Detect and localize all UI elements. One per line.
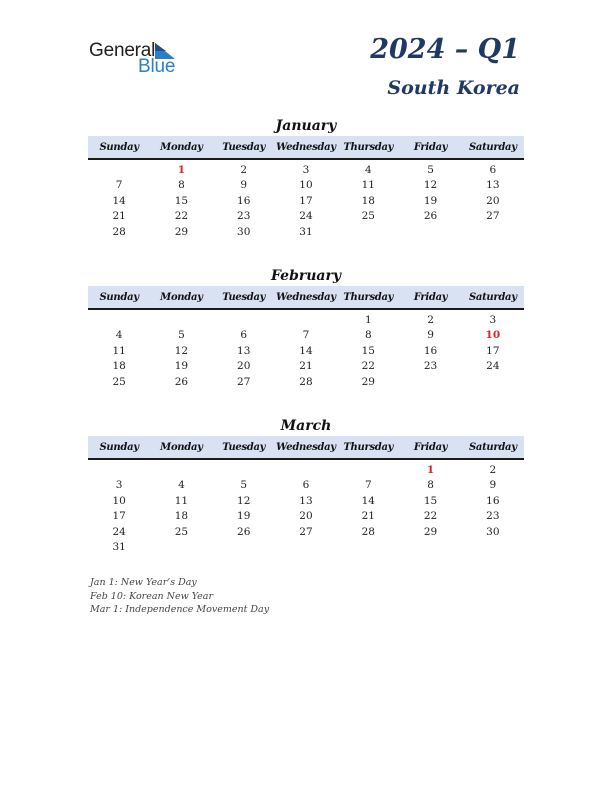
empty-day-cell <box>213 463 275 478</box>
weekday-header <box>88 436 524 460</box>
day-cell: 20 <box>486 194 500 207</box>
logo-word-blue: Blue <box>138 56 176 77</box>
day-cell: 22 <box>361 360 375 373</box>
weekday-label: Friday <box>413 441 448 453</box>
empty-day-cell <box>150 313 212 328</box>
day-cell: 15 <box>174 194 189 207</box>
day-cell: 19 <box>423 194 438 207</box>
day-cell: 6 <box>302 479 310 492</box>
weekday-label: Sunday <box>99 441 139 453</box>
weekday-label: Friday <box>413 291 448 303</box>
day-cell: 13 <box>486 179 500 192</box>
country-subtitle: South Korea <box>387 77 520 99</box>
weekday-label: Saturday <box>468 441 517 453</box>
day-cell: 29 <box>423 525 438 538</box>
month-name: February <box>270 268 341 284</box>
day-cell: 22 <box>423 510 438 523</box>
holiday-note: Mar 1: Independence Movement Day <box>90 604 270 615</box>
weekday-label: Monday <box>160 441 203 453</box>
day-cell: 4 <box>115 329 123 342</box>
day-cell: 6 <box>240 329 248 342</box>
day-cell: 17 <box>299 194 313 207</box>
day-cell: 1 <box>426 464 435 476</box>
empty-day-cell <box>213 540 275 555</box>
day-cell: 5 <box>178 329 185 342</box>
day-cell: 29 <box>174 225 189 238</box>
day-cell: 3 <box>115 479 123 492</box>
day-cell: 27 <box>486 210 500 223</box>
weekday-label: Thursday <box>343 441 394 453</box>
day-cell: 31 <box>112 540 126 553</box>
day-grid <box>88 310 524 390</box>
weekday-label: Wednesday <box>276 441 336 453</box>
day-cell: 30 <box>486 525 500 538</box>
day-cell: 19 <box>174 360 189 373</box>
day-cell: 4 <box>364 164 372 176</box>
day-cell: 14 <box>361 494 375 507</box>
day-cell: 9 <box>489 479 497 492</box>
weekday-label: Monday <box>160 291 203 303</box>
month-calendar-january <box>88 116 524 240</box>
weekday-label: Wednesday <box>276 291 336 303</box>
day-cell: 12 <box>423 179 438 192</box>
day-cell: 3 <box>302 164 310 176</box>
empty-day-cell <box>150 463 212 478</box>
empty-day-cell <box>399 540 461 555</box>
day-cell: 13 <box>237 344 251 357</box>
day-cell: 7 <box>115 179 123 192</box>
day-cell: 8 <box>178 179 185 192</box>
empty-day-cell <box>88 463 150 478</box>
day-cell: 30 <box>237 225 251 238</box>
empty-day-cell <box>150 540 212 555</box>
day-cell: 31 <box>299 225 313 238</box>
month-calendar-february <box>88 266 524 390</box>
day-cell: 5 <box>427 164 434 176</box>
day-cell: 18 <box>112 360 126 373</box>
day-cell: 5 <box>240 479 248 492</box>
day-cell: 1 <box>177 164 186 176</box>
weekday-label: Tuesday <box>222 441 266 453</box>
day-cell: 21 <box>299 360 313 373</box>
day-cell: 25 <box>361 210 375 223</box>
day-cell: 10 <box>299 179 313 192</box>
day-cell: 19 <box>237 510 251 523</box>
day-cell: 20 <box>237 360 251 373</box>
day-cell: 26 <box>237 525 251 538</box>
weekday-label: Sunday <box>99 291 139 303</box>
day-cell: 24 <box>112 525 126 538</box>
day-cell: 21 <box>361 510 375 523</box>
day-cell: 23 <box>486 510 500 523</box>
empty-day-cell <box>462 540 524 555</box>
day-cell: 16 <box>237 194 251 207</box>
day-cell: 11 <box>112 344 126 357</box>
day-cell: 18 <box>174 510 189 523</box>
empty-day-cell <box>399 225 461 240</box>
day-cell: 26 <box>423 210 438 223</box>
empty-day-cell <box>88 313 150 328</box>
generalblue-logo <box>89 40 189 76</box>
day-cell: 11 <box>174 494 189 507</box>
empty-day-cell <box>275 540 337 555</box>
weekday-header <box>88 286 524 310</box>
empty-day-cell <box>337 463 399 478</box>
day-cell: 10 <box>112 494 126 507</box>
weekday-label: Thursday <box>343 141 394 153</box>
day-cell: 15 <box>423 494 438 507</box>
day-cell: 23 <box>423 360 438 373</box>
day-grid <box>88 460 524 555</box>
holiday-note: Feb 10: Korean New Year <box>90 590 213 602</box>
weekday-header <box>88 136 524 160</box>
weekday-label: Monday <box>160 141 203 153</box>
empty-day-cell <box>275 313 337 328</box>
weekday-label: Friday <box>413 141 448 153</box>
day-cell: 28 <box>299 375 313 388</box>
day-cell: 25 <box>112 375 126 388</box>
day-cell: 28 <box>112 225 126 238</box>
empty-day-cell <box>462 225 524 240</box>
weekday-label: Wednesday <box>276 141 336 153</box>
day-cell: 7 <box>364 479 372 492</box>
day-cell: 26 <box>174 375 189 388</box>
day-cell: 2 <box>427 314 434 326</box>
weekday-label: Tuesday <box>222 291 266 303</box>
weekday-label: Saturday <box>468 141 517 153</box>
day-cell: 21 <box>112 210 126 223</box>
weekday-label: Sunday <box>99 141 139 153</box>
day-cell: 24 <box>299 210 313 223</box>
day-cell: 9 <box>240 179 248 192</box>
day-cell: 8 <box>427 479 434 492</box>
day-cell: 27 <box>237 375 251 388</box>
day-cell: 14 <box>299 344 313 357</box>
day-cell: 22 <box>174 210 189 223</box>
day-cell: 3 <box>489 314 497 326</box>
day-cell: 12 <box>174 344 189 357</box>
month-name: March <box>280 418 332 434</box>
day-cell: 18 <box>361 194 375 207</box>
month-name: January <box>275 118 337 134</box>
weekday-label: Thursday <box>343 291 394 303</box>
day-cell: 13 <box>299 494 313 507</box>
empty-day-cell <box>275 463 337 478</box>
day-cell: 27 <box>299 525 313 538</box>
day-cell: 11 <box>361 179 375 192</box>
empty-day-cell <box>213 313 275 328</box>
empty-day-cell <box>337 540 399 555</box>
holiday-notes <box>90 576 269 617</box>
day-cell: 4 <box>178 479 185 492</box>
day-cell: 6 <box>489 164 497 176</box>
day-cell: 29 <box>361 375 375 388</box>
weekday-label: Saturday <box>468 291 517 303</box>
day-cell: 16 <box>423 344 438 357</box>
day-cell: 16 <box>486 494 500 507</box>
day-cell: 14 <box>112 194 126 207</box>
weekday-label: Tuesday <box>222 141 266 153</box>
day-cell: 23 <box>237 210 251 223</box>
day-cell: 10 <box>485 329 501 342</box>
day-cell: 2 <box>240 164 248 176</box>
holiday-note: Jan 1: New Year’s Day <box>90 577 197 588</box>
day-cell: 12 <box>237 494 251 507</box>
day-cell: 28 <box>361 525 375 538</box>
day-cell: 24 <box>486 360 500 373</box>
month-calendar-march <box>88 416 524 555</box>
empty-day-cell <box>462 375 524 390</box>
day-cell: 9 <box>427 329 434 342</box>
day-cell: 2 <box>489 464 497 476</box>
day-cell: 7 <box>302 329 310 342</box>
page-title: 2024 – Q1 <box>370 34 520 65</box>
day-cell: 1 <box>364 314 372 326</box>
logo-word-general: General <box>89 40 156 61</box>
day-cell: 15 <box>361 344 375 357</box>
day-grid <box>88 160 524 240</box>
day-cell: 8 <box>364 329 372 342</box>
day-cell: 17 <box>112 510 126 523</box>
empty-day-cell <box>399 375 461 390</box>
day-cell: 17 <box>486 344 500 357</box>
empty-day-cell <box>88 163 150 178</box>
day-cell: 20 <box>299 510 313 523</box>
day-cell: 25 <box>174 525 189 538</box>
empty-day-cell <box>337 225 399 240</box>
